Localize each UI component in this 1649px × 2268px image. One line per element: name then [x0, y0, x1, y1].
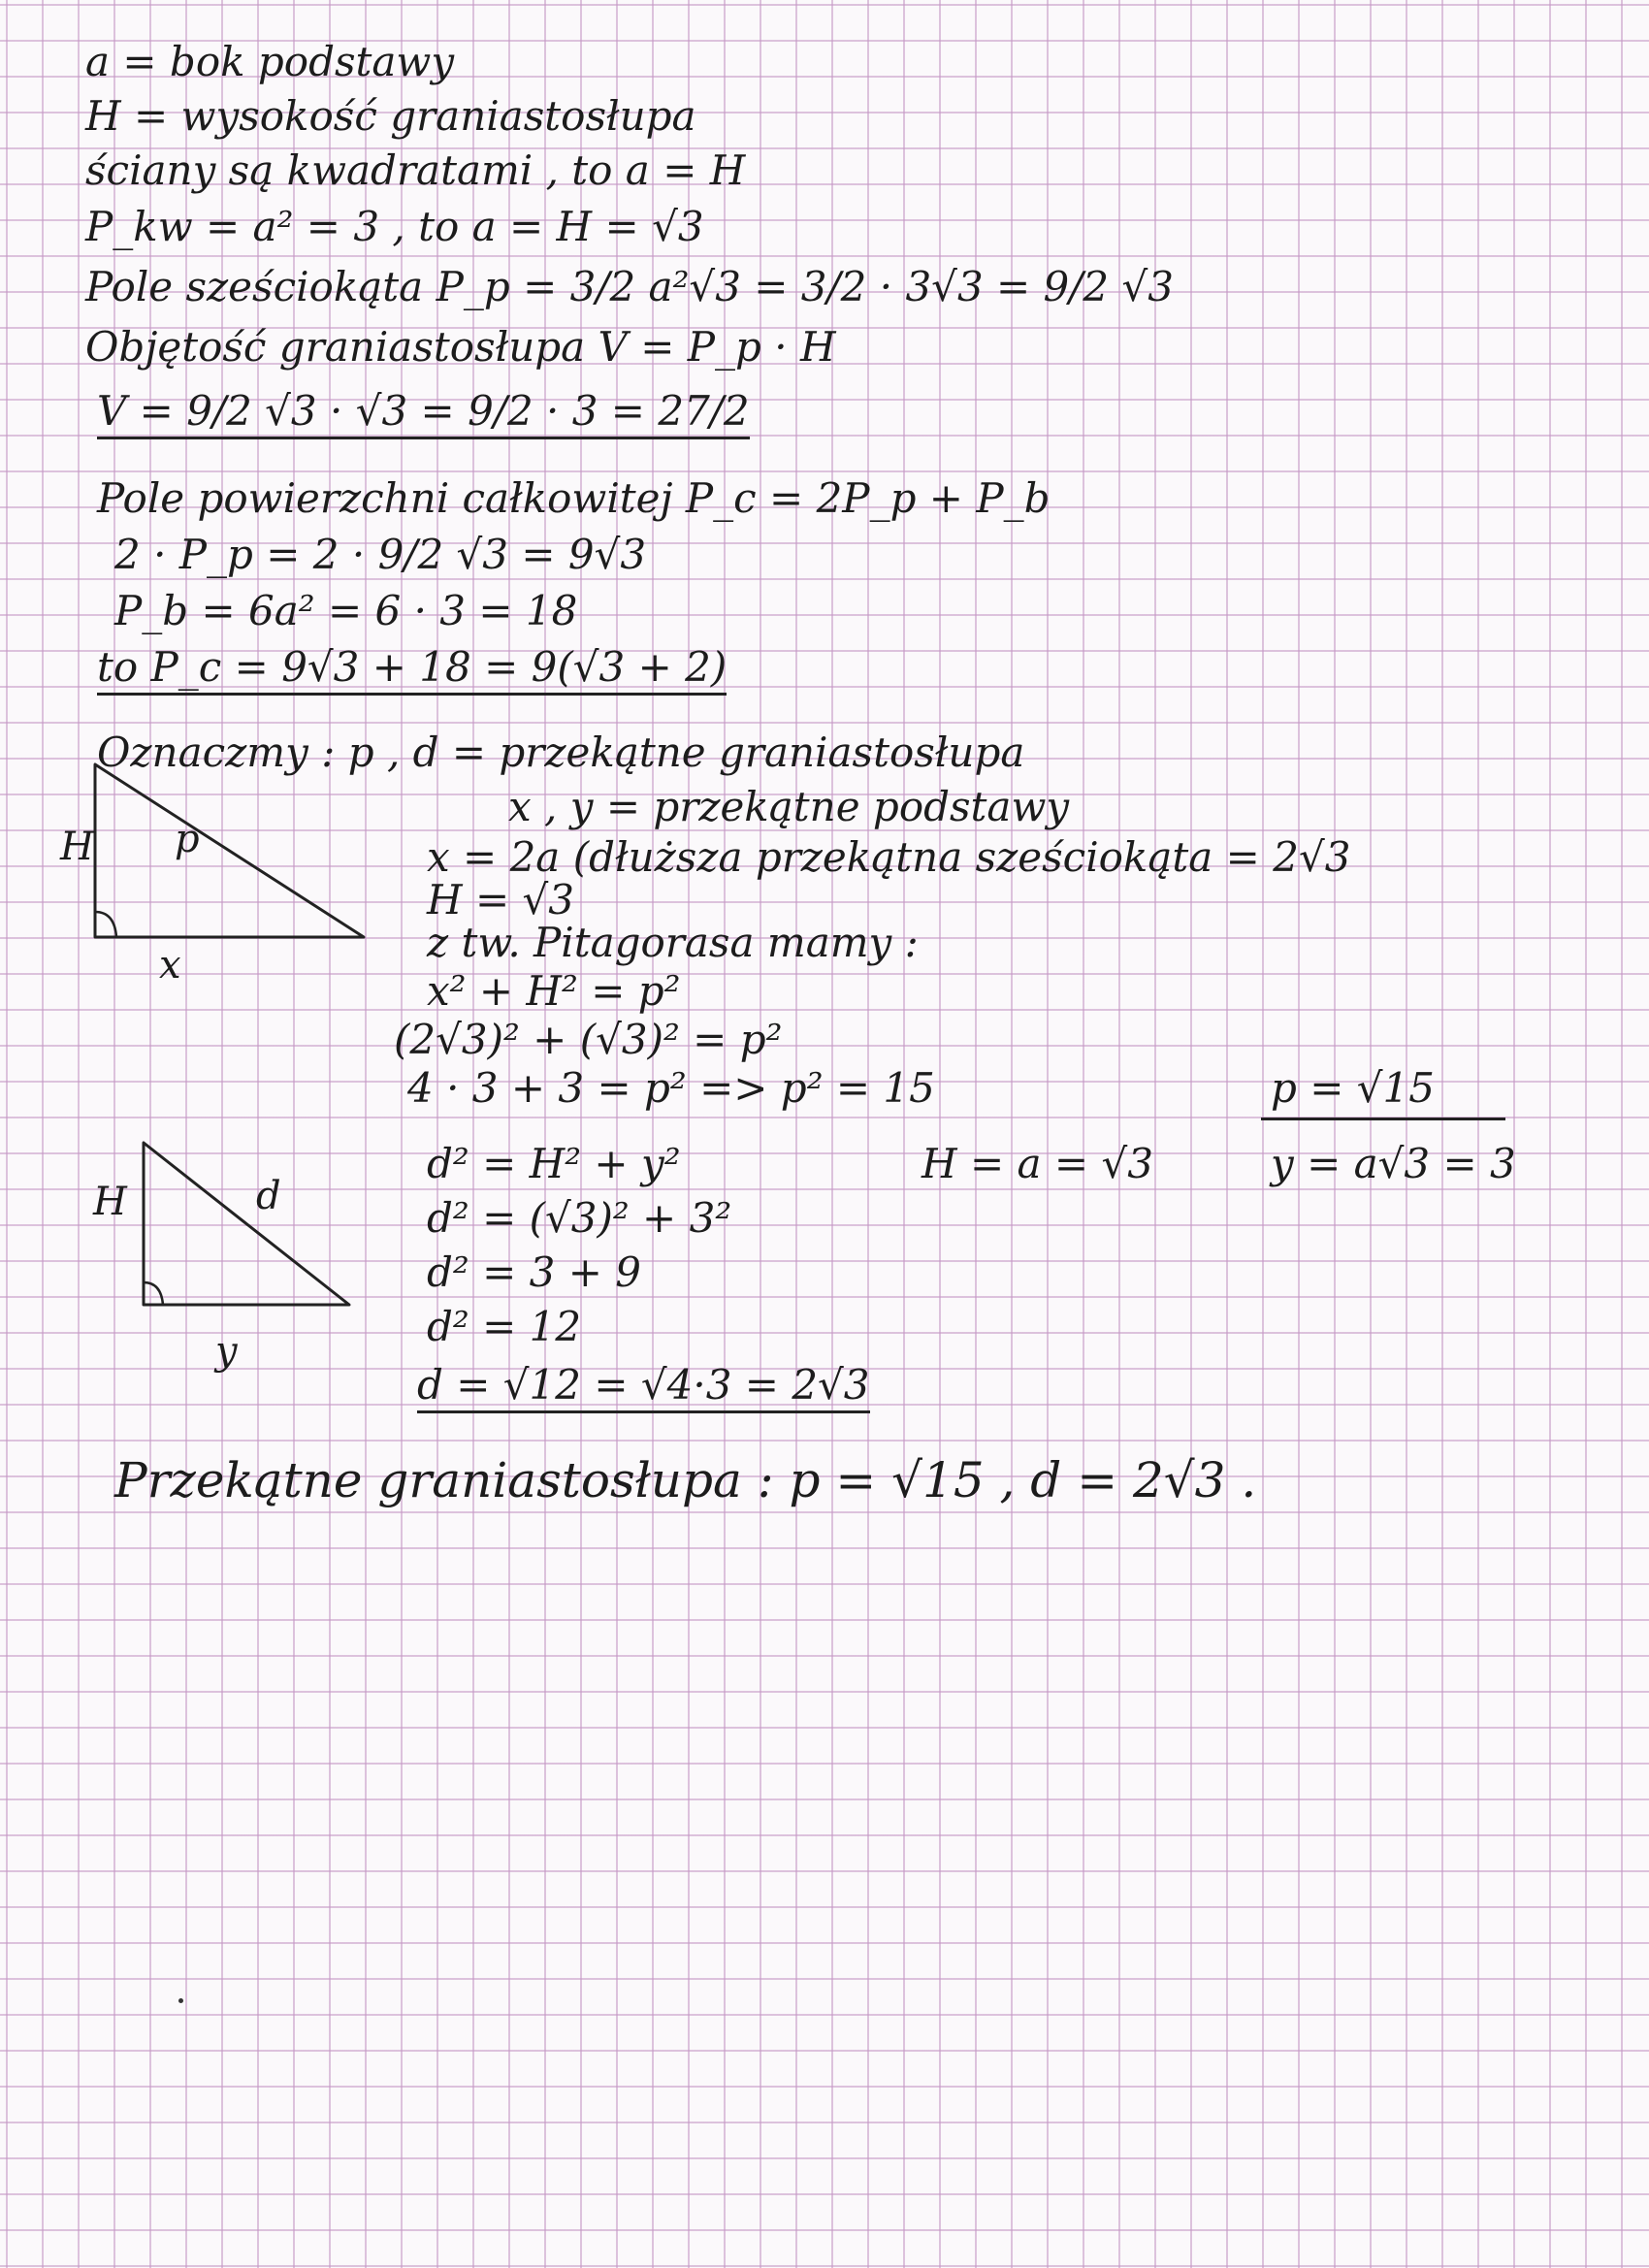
pen-dot [178, 1998, 183, 2003]
line-h-value: H = √3 [427, 876, 575, 923]
triangle2-label-h: H [93, 1180, 127, 1224]
triangle1-label-h: H [60, 825, 94, 869]
right-triangle-d-diagram [136, 1135, 369, 1329]
line-total-area-formula: Pole powierzchni całkowitej P_c = 2P_p + P_b [97, 474, 1051, 522]
line-d-substitution: d² = (√3)² + 3² [427, 1194, 732, 1242]
line-two-base-areas: 2 · P_p = 2 · 9/2 √3 = 9√3 [114, 531, 647, 578]
right-triangle-p-diagram [87, 757, 378, 970]
line-y-value: y = a√3 = 3 [1271, 1140, 1516, 1187]
line-d-result: d = √12 = √4·3 = 2√3 [417, 1362, 870, 1413]
line-height-definition: H = wysokość graniastosłupa [85, 92, 696, 140]
line-pythagoras-substitution: (2√3)² + (√3)² = p² [394, 1016, 783, 1063]
p-result-underline [1261, 1118, 1505, 1120]
line-p-result: p = √15 [1271, 1064, 1435, 1112]
line-pythagoras-intro: z tw. Pitagorasa mamy : [427, 919, 919, 966]
line-h-equals-a: H = a = √3 [922, 1140, 1153, 1187]
triangle2-label-y: y [215, 1329, 238, 1374]
line-volume-result: V = 9/2 √3 · √3 = 9/2 · 3 = 27/2 [97, 388, 750, 439]
line-volume-formula: Objętość graniastosłupa V = P_p · H [85, 323, 836, 371]
line-notation-diagonals: Oznaczmy : p , d = przekątne graniastosłupa [97, 729, 1025, 776]
line-hexagon-area: Pole sześciokąta P_p = 3/2 a²√3 = 3/2 · 3√3 = 9/2 √3 [85, 263, 1174, 310]
line-lateral-area: P_b = 6a² = 6 · 3 = 18 [114, 587, 578, 634]
line-square-area: P_kw = a² = 3 , to a = H = √3 [85, 203, 704, 250]
line-p-squared: 4 · 3 + 3 = p² => p² = 15 [407, 1064, 935, 1112]
line-notation-base-diagonals: x , y = przekątne podstawy [508, 783, 1070, 830]
triangle2-label-d: d [256, 1174, 281, 1218]
triangle1-label-p: p [175, 817, 200, 861]
line-final-answer: Przekątne graniastosłupa : p = √15 , d = 2√3 . [114, 1452, 1257, 1508]
line-d-squared: d² = 12 [427, 1303, 582, 1350]
triangle1-label-x: x [159, 943, 181, 988]
line-pythagoras-d: d² = H² + y² [427, 1140, 681, 1187]
line-side-definition: a = bok podstawy [85, 38, 455, 85]
line-d-sum: d² = 3 + 9 [427, 1248, 641, 1296]
line-pythagoras-p: x² + H² = p² [427, 967, 681, 1015]
line-total-area-result: to P_c = 9√3 + 18 = 9(√3 + 2) [97, 644, 727, 696]
line-long-diagonal: x = 2a (dłuższa przekątna sześciokąta = 2√3 [427, 833, 1351, 881]
line-square-faces: ściany są kwadratami , to a = H [85, 146, 746, 194]
